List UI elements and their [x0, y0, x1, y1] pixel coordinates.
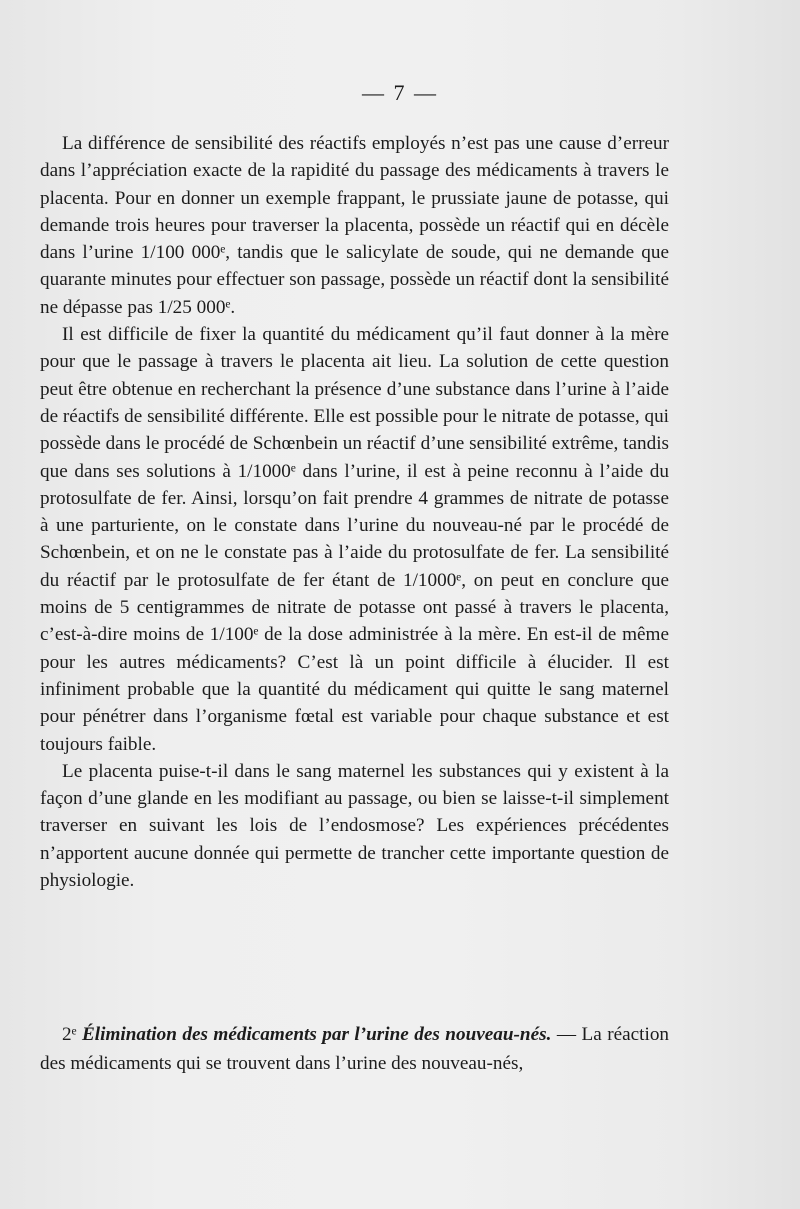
- page-number: — 7 —: [362, 80, 438, 105]
- section-2: [40, 1020, 669, 1078]
- section-title: Élimination des médicaments par l’urine des nouveau-nés.: [82, 1024, 552, 1045]
- section-number: 2ᵉ: [62, 1024, 77, 1045]
- paragraph-1: La différence de sensibilité des réactifs employés n’est pas une cause d’erreur dans l’appréciation exacte de la rapidité du passage des médicaments à travers le placenta. Pour en donner un exemple frappant, le prussiate jaune de potasse, qui demande trois heures pour traverser la placenta, possède un réactif qui en décèle dans l’urine 1/100 000ᵉ, tandis que le salicylate de soude, qui ne demande que quarante minutes pour effectuer son passage, possède un réactif dont la sensibilité ne dépasse pas 1/25 000ᵉ.: [40, 133, 669, 318]
- section-2-paragraph: [40, 1020, 669, 1078]
- body-text: [40, 130, 669, 894]
- section-dash: —: [556, 1024, 577, 1045]
- section-text: La réaction des médicaments qui se trouvent dans l’urine des nouveau-nés,: [40, 1024, 670, 1074]
- paragraph-2: Il est difficile de fixer la quantité du médicament qu’il faut donner à la mère pour que le passage à travers le placenta ait lieu. La solution de cette question peut être obtenue en recherchant la présence d’une substance dans l’urine à l’aide de réactifs de sensibilité différente. Elle est possible pour le nitrate de potasse, qui possède dans le procédé de Schœnbein un réactif d’une sensibilité extrême, tandis que dans ses solutions à 1/1000ᵉ dans l’urine, il est à peine reconnu à l’aide du protosulfate de fer. Ainsi, lorsqu’on fait prendre 4 grammes de nitrate de potasse à une parturiente, on le constate dans l’urine du nouveau-né par le procédé de Schœnbein, et on ne le constate pas à l’aide du protosulfate de fer. La sensibilité du réactif par le protosulfate de fer étant de 1/1000ᵉ, on peut en conclure que moins de 5 centigrammes de nitrate de potasse ont passé à travers le placenta, c’est-à-dire moins de 1/100ᵉ de la dose administrée à la mère. En est-il de même pour les autres médicaments? C’est là un point difficile à élucider. Il est infiniment probable que la quantité du médicament qui quitte le sang maternel pour pénétrer dans l’organisme fœtal est variable pour chaque substance et est toujours faible.: [40, 324, 669, 755]
- paragraph-3: Le placenta puise-t-il dans le sang maternel les substances qui y existent à la façon d’une glande en les modifiant au passage, ou bien se laisse-t-il simplement traverser en suivant les lois de l’endosmose? Les expériences précédentes n’apportent aucune donnée qui permette de trancher cette importante question de physiologie.: [40, 760, 669, 892]
